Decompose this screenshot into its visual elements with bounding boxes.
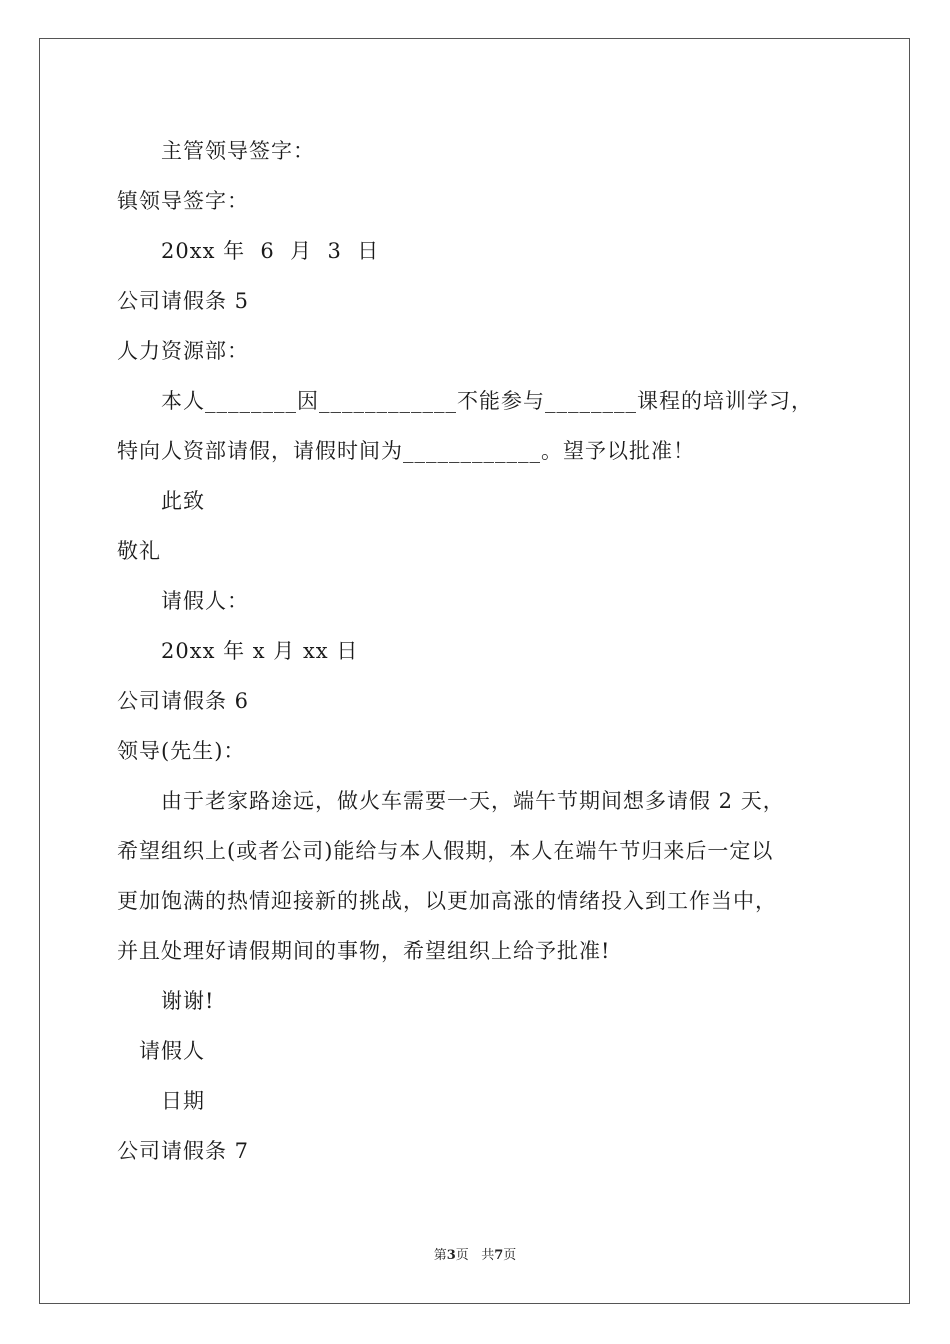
page-unit: 页 bbox=[455, 1248, 469, 1263]
date-line: 20xx 年 x 月 xx 日 bbox=[117, 639, 359, 663]
closing-line: 此致 bbox=[117, 489, 205, 513]
page-prefix: 第 bbox=[433, 1248, 447, 1263]
total-page-number: 7 bbox=[494, 1248, 504, 1263]
body-paragraph-line: 由于老家路途远，做火车需要一天，端午节期间想多请假 2 天， bbox=[117, 789, 785, 813]
date-line: 20xx 年 6 月 3 日 bbox=[117, 239, 380, 263]
supervisor-signature-line: 主管领导签字： bbox=[117, 139, 315, 163]
current-page-number: 3 bbox=[446, 1248, 456, 1263]
applicant-line: 请假人： bbox=[117, 589, 249, 613]
salutation-line: 敬礼 bbox=[117, 539, 161, 563]
section-heading: 公司请假条 6 bbox=[117, 689, 250, 713]
thanks-line: 谢谢! bbox=[117, 989, 215, 1013]
body-paragraph-line: 本人________因____________不能参与________课程的培训学习， bbox=[117, 389, 813, 413]
addressee: 领导(先生)： bbox=[117, 739, 246, 763]
body-paragraph-line: 并且处理好请假期间的事物，希望组织上给予批准! bbox=[117, 939, 611, 963]
body-paragraph-line: 更加饱满的热情迎接新的挑战，以更加高涨的情绪投入到工作当中， bbox=[117, 889, 777, 913]
total-unit: 页 bbox=[503, 1248, 517, 1263]
addressee: 人力资源部： bbox=[117, 339, 249, 363]
total-prefix: 共 bbox=[481, 1248, 495, 1263]
section-heading: 公司请假条 7 bbox=[117, 1139, 250, 1163]
date-label-line: 日期 bbox=[117, 1089, 205, 1113]
body-paragraph-line: 特向人资部请假，请假时间为____________。望予以批准！ bbox=[117, 439, 695, 463]
page-number-footer bbox=[0, 1247, 950, 1265]
applicant-line: 请假人 bbox=[117, 1039, 205, 1063]
town-leader-signature-line: 镇领导签字： bbox=[117, 189, 249, 213]
section-heading: 公司请假条 5 bbox=[117, 289, 250, 313]
body-paragraph-line: 希望组织上(或者公司)能给与本人假期，本人在端午节归来后一定以 bbox=[117, 839, 774, 863]
